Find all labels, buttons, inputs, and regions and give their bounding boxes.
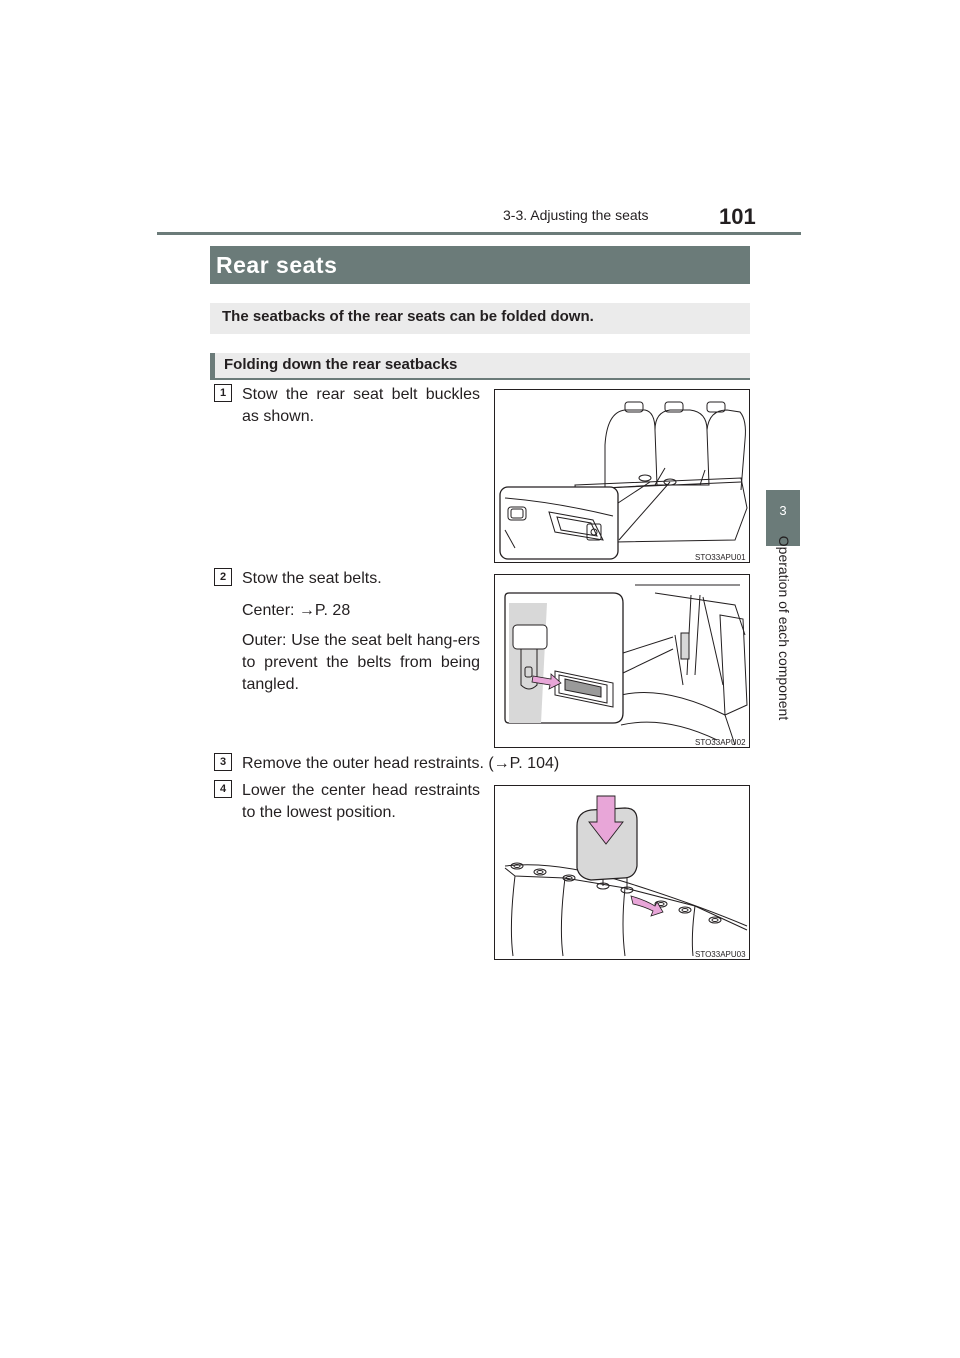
figure-code-3: STO33APU03 (695, 950, 746, 959)
page-number: 101 (719, 204, 756, 229)
center-head-restraint-illustration (495, 786, 750, 960)
header-rule (157, 232, 801, 235)
section-header: 3-3. Adjusting the seats (503, 207, 649, 223)
step-badge-3: 3 (214, 753, 232, 771)
subheading-rule (210, 378, 750, 380)
figure-code-2: STO33APU02 (695, 738, 746, 747)
step-2-outer-text: Outer: Use the seat belt hang-ers to prevent the belts from being tangled. (242, 632, 480, 693)
page-title: Rear seats (216, 252, 338, 278)
chapter-title: Operation of each component (776, 535, 792, 721)
rear-seat-buckles-illustration (495, 390, 750, 563)
step-4-text: Lower the center head restraints to the lowest position. (242, 782, 480, 821)
step-badge-1: 1 (214, 384, 232, 402)
intro-text: The seatbacks of the rear seats can be folded down. (222, 308, 594, 325)
seat-belt-hangers-illustration (495, 575, 750, 748)
figure-seat-belt-hangers (494, 574, 750, 748)
figure-rear-seat-buckles (494, 389, 750, 563)
figure-code-1: STO33APU01 (695, 553, 746, 562)
chapter-number: 3 (779, 503, 787, 518)
subheading: Folding down the rear seatbacks (224, 356, 458, 373)
step-2-center-ref: Center: →P. 28 (242, 602, 351, 619)
step-1-text: Stow the rear seat belt buckles as shown. (242, 386, 480, 425)
step-2-text: Stow the seat belts. (242, 570, 382, 587)
step-3-text: Remove the outer head restraints. (→P. 104) (242, 755, 560, 772)
step-badge-4: 4 (214, 780, 232, 798)
figure-center-head-restraint (494, 785, 750, 960)
step-badge-2: 2 (214, 568, 232, 586)
